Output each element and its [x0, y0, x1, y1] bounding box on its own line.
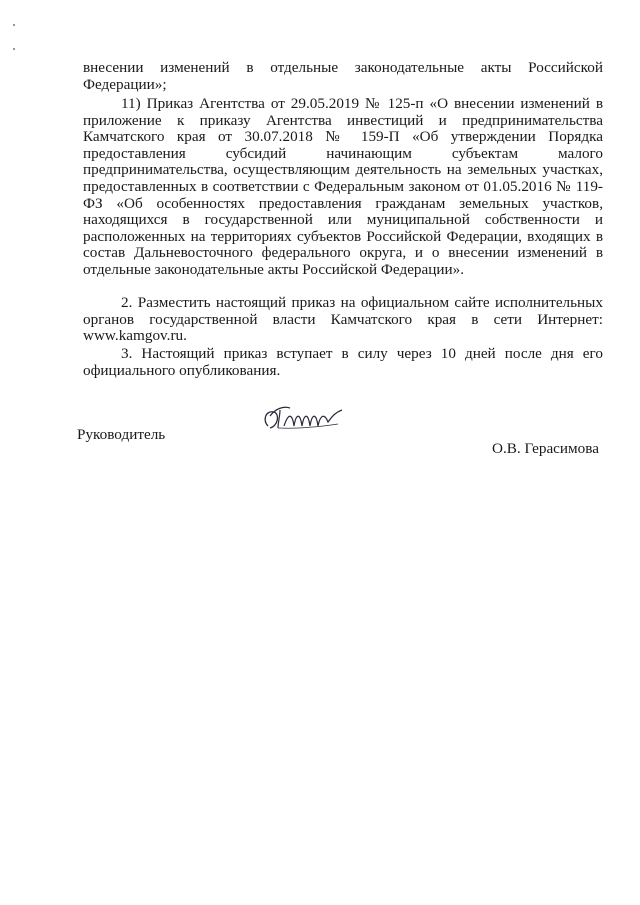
paragraph-item-11: 11) Приказ Агентства от 29.05.2019 № 125-п «О внесении изменений в приложение к приказу Агентства инвестиций и предпринимательства Камчатского края от 30.07.2018 № 159-П «Об утверждении Порядка предоставления субсидий начинающим субъектам малого предпринимательства, осуществляющим деятельность на земельных участках, предоставленных в соответствии с Федеральным законом от 01.05.2016 № 119-ФЗ «Об особенностях предоставления гражданам земельных участков, находящихся в государственной или муниципальной собственности и расположенных на территориях субъектов Российской Федерации, входящих в состав Дальневосточного федерального округа, и о внесении изменений в отдельные законодательные акты Российской Федерации».	[83, 95, 603, 278]
signer-name: О.В. Герасимова	[492, 440, 599, 457]
signer-position: Руководитель	[77, 426, 166, 443]
scan-artifact	[13, 48, 15, 50]
paragraph-continuation: внесении изменений в отдельные законодательные акты Российской Федерации»;	[83, 59, 603, 93]
paragraph-item-2: 2. Разместить настоящий приказ на официальном сайте исполнительных органов государственной власти Камчатского края в сети Интернет: www.kamgov.ru.	[83, 294, 603, 345]
handwritten-signature	[258, 398, 358, 440]
scan-artifact	[13, 24, 15, 26]
paragraph-item-3: 3. Настоящий приказ вступает в силу через 10 дней после дня его официального опубликования.	[83, 345, 603, 379]
